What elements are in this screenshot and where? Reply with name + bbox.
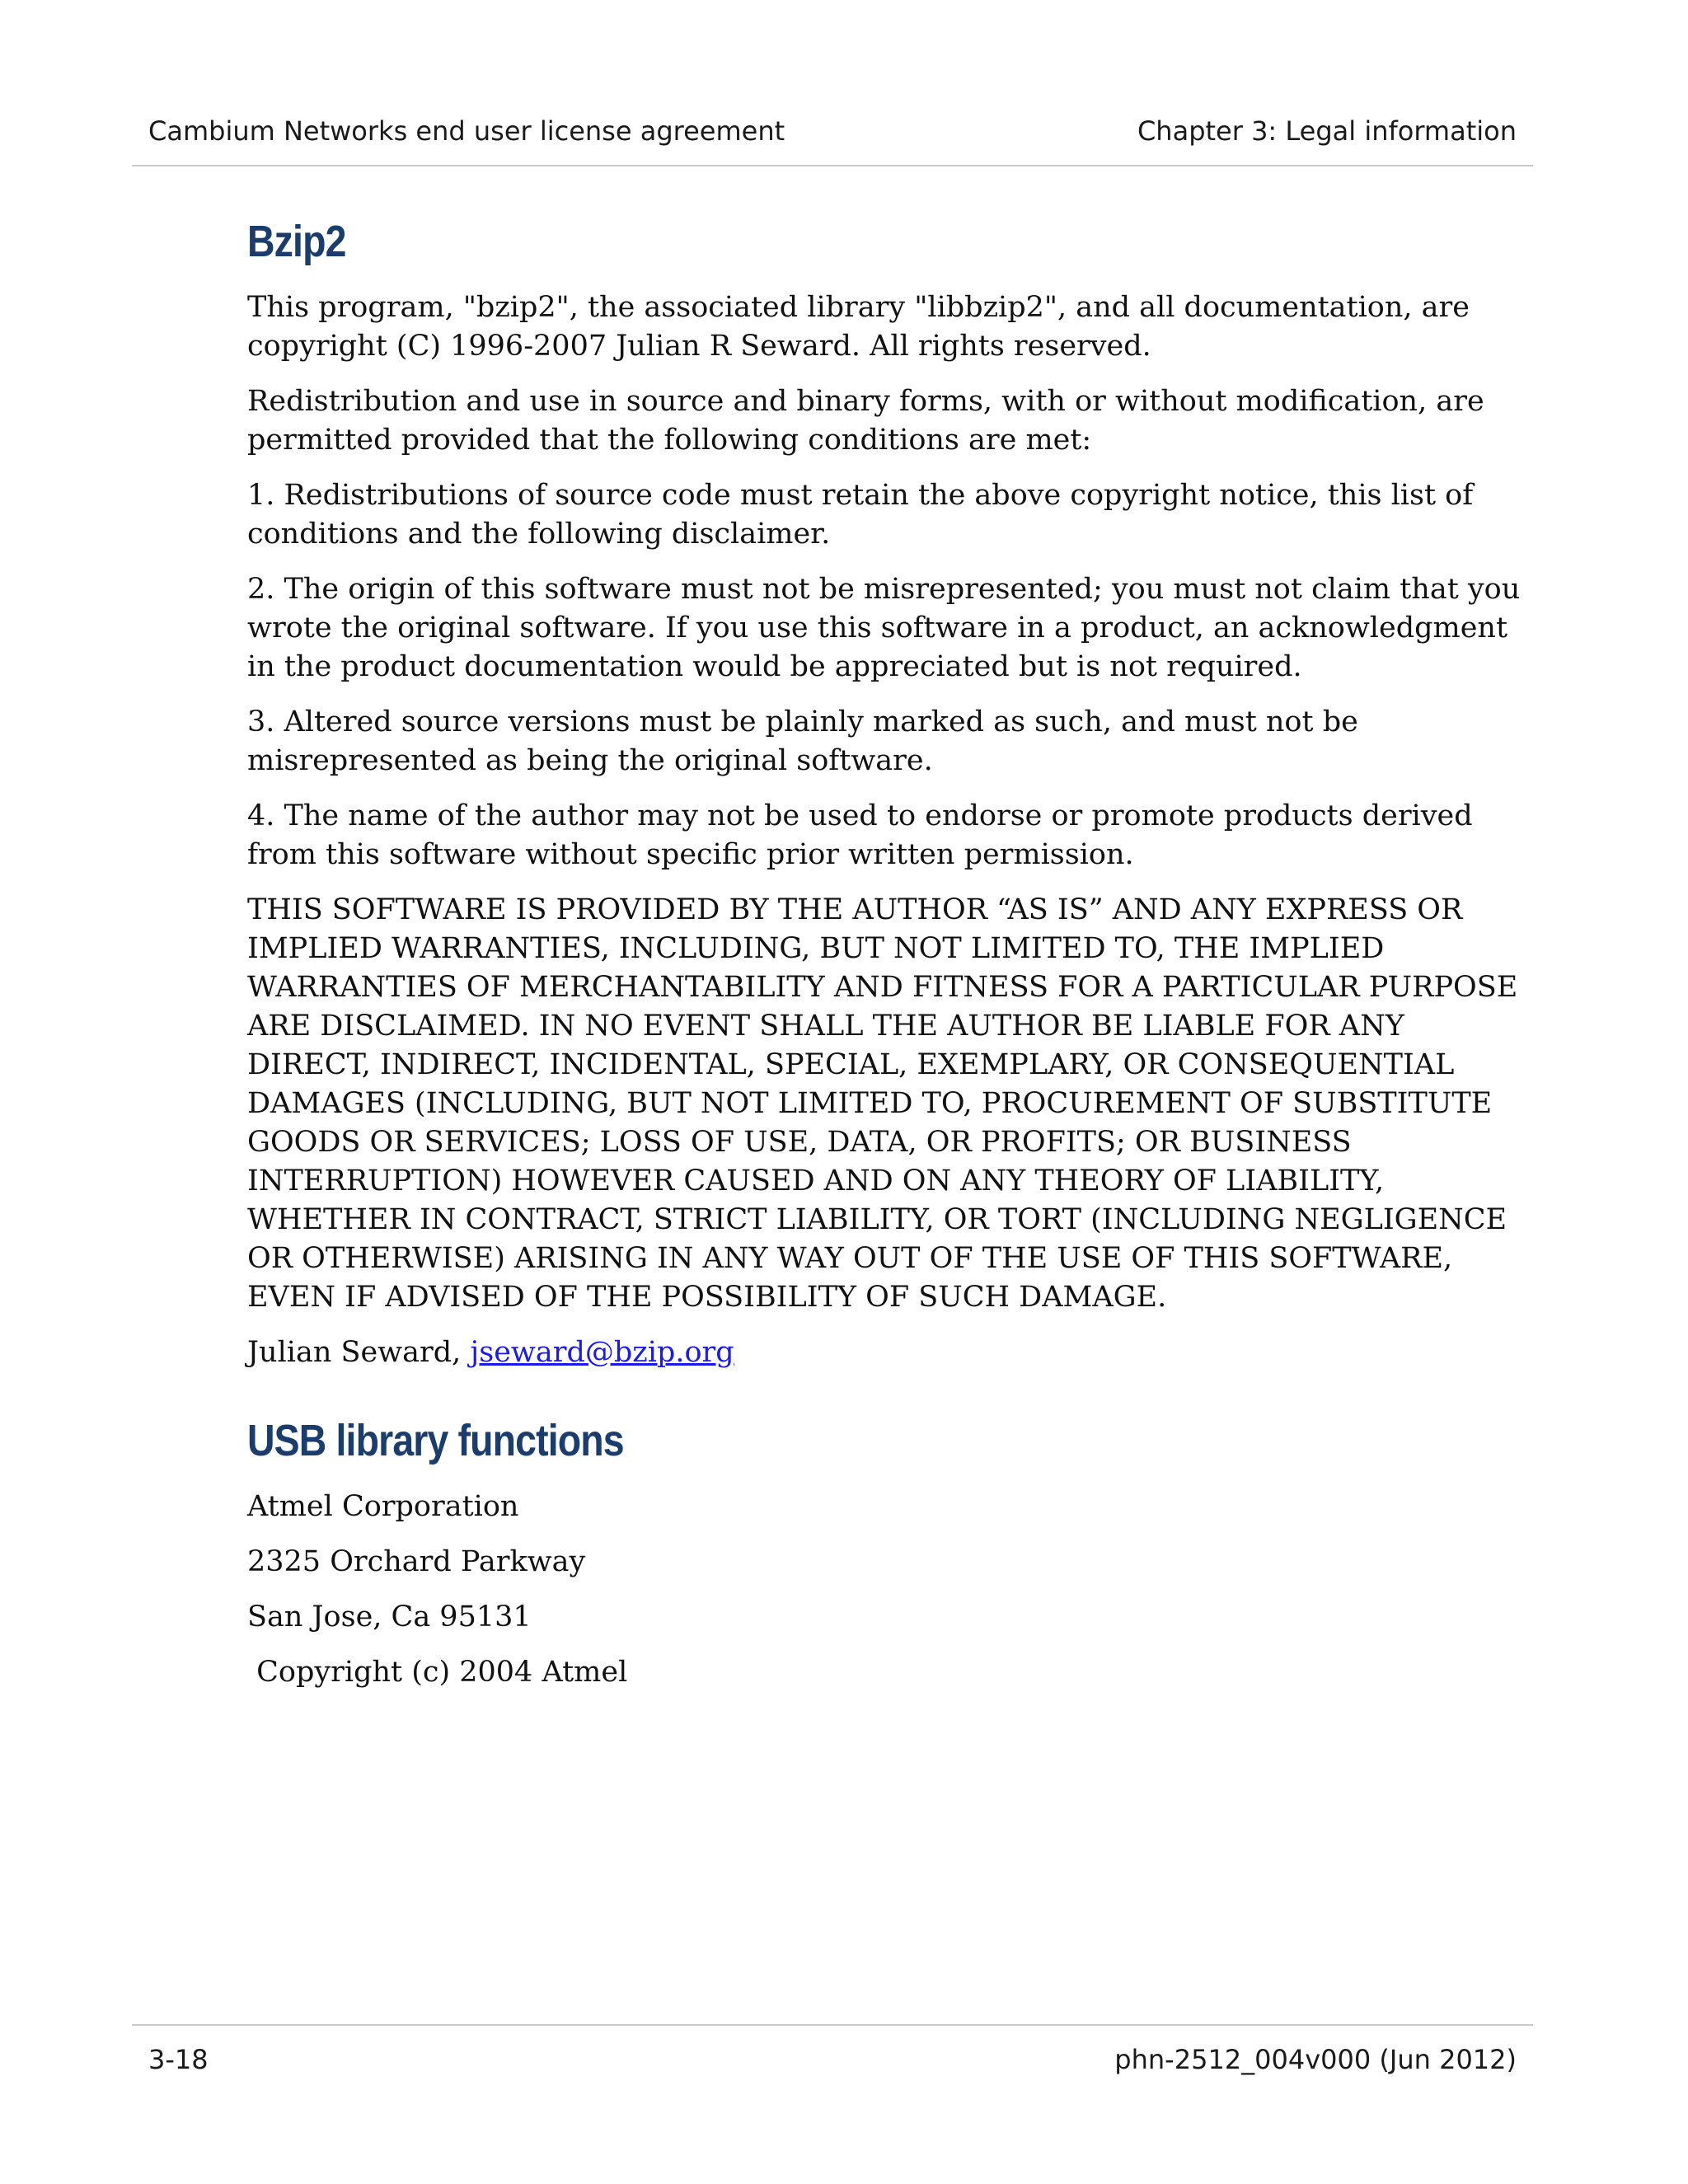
page-header (132, 82, 1533, 166)
bzip2-heading: Bzip2 (247, 217, 346, 266)
page-content (247, 216, 1533, 1708)
usb-address-line-1: 2325 Orchard Parkway (247, 1545, 586, 1578)
bzip2-condition-4: 4. The name of the author may not be used to endorse or promote products derived from this software without specific prior written permission. (247, 799, 1473, 871)
page-footer (132, 2024, 1533, 2083)
bzip2-intro: This program, "bzip2", the associated library "libbzip2", and all documentation, are copyright (C) 1996-2007 Julian R Seward. All rights reserved. (247, 291, 1470, 363)
section-spacer (247, 1389, 1533, 1415)
usb-address-line-2: San Jose, Ca 95131 (247, 1601, 532, 1633)
author-name: Julian Seward, (247, 1336, 471, 1369)
bzip2-author-line (247, 1333, 1533, 1372)
usb-heading: USB library functions (247, 1416, 624, 1465)
bzip2-disclaimer: THIS SOFTWARE IS PROVIDED BY THE AUTHOR “AS IS” AND ANY EXPRESS OR IMPLIED WARRANTIES, INCLUDING, BUT NOT LIMITED TO, THE IMPLIED WARRANTIES OF MERCHANTABILITY AND FITNESS FOR A PARTICULAR PURPOSE ARE DISCLAIMED. IN NO EVENT SHALL THE AUTHOR BE LIABLE FOR ANY DIRECT, INDIRECT, INCIDENTAL, SPECIAL, EXEMPLARY, OR CONSEQUENTIAL DAMAGES (INCLUDING, BUT NOT LIMITED TO, PROCUREMENT OF SUBSTITUTE GOODS OR SERVICES; LOSS OF USE, DATA, OR PROFITS; OR BUSINESS INTERRUPTION) HOWEVER CAUSED AND ON ANY THEORY OF LIABILITY, WHETHER IN CONTRACT, STRICT LIABILITY, OR TORT (INCLUDING NEGLIGENCE OR OTHERWISE) ARISING IN ANY WAY OUT OF THE USE OF THIS SOFTWARE, EVEN IF ADVISED OF THE POSSIBILITY OF SUCH DAMAGE. (247, 893, 1518, 1314)
bzip2-condition-1: 1. Redistributions of source code must retain the above copyright notice, this list of conditions and the following disclaimer. (247, 479, 1474, 551)
header-document-title: Cambium Networks end user license agreement (148, 115, 785, 147)
author-email-link[interactable]: jseward@bzip.org (470, 1336, 734, 1369)
bzip2-condition-2: 2. The origin of this software must not be misrepresented; you must not claim that you wrote the original software. If you use this software in a product, an acknowledgment in the product documentation would be appreciated but is not required. (247, 573, 1521, 683)
page-number: 3-18 (148, 2044, 209, 2075)
header-chapter-title: Chapter 3: Legal information (1137, 115, 1517, 147)
bzip2-redistribution: Redistribution and use in source and binary forms, with or without modification, are permitted provided that the following conditions are met: (247, 385, 1484, 457)
usb-company: Atmel Corporation (247, 1490, 519, 1523)
bzip2-condition-3: 3. Altered source versions must be plainly marked as such, and must not be misrepresented as being the original software. (247, 705, 1358, 777)
usb-copyright: Copyright (c) 2004 Atmel (247, 1656, 628, 1689)
document-id: phn-2512_004v000 (Jun 2012) (1114, 2044, 1517, 2075)
